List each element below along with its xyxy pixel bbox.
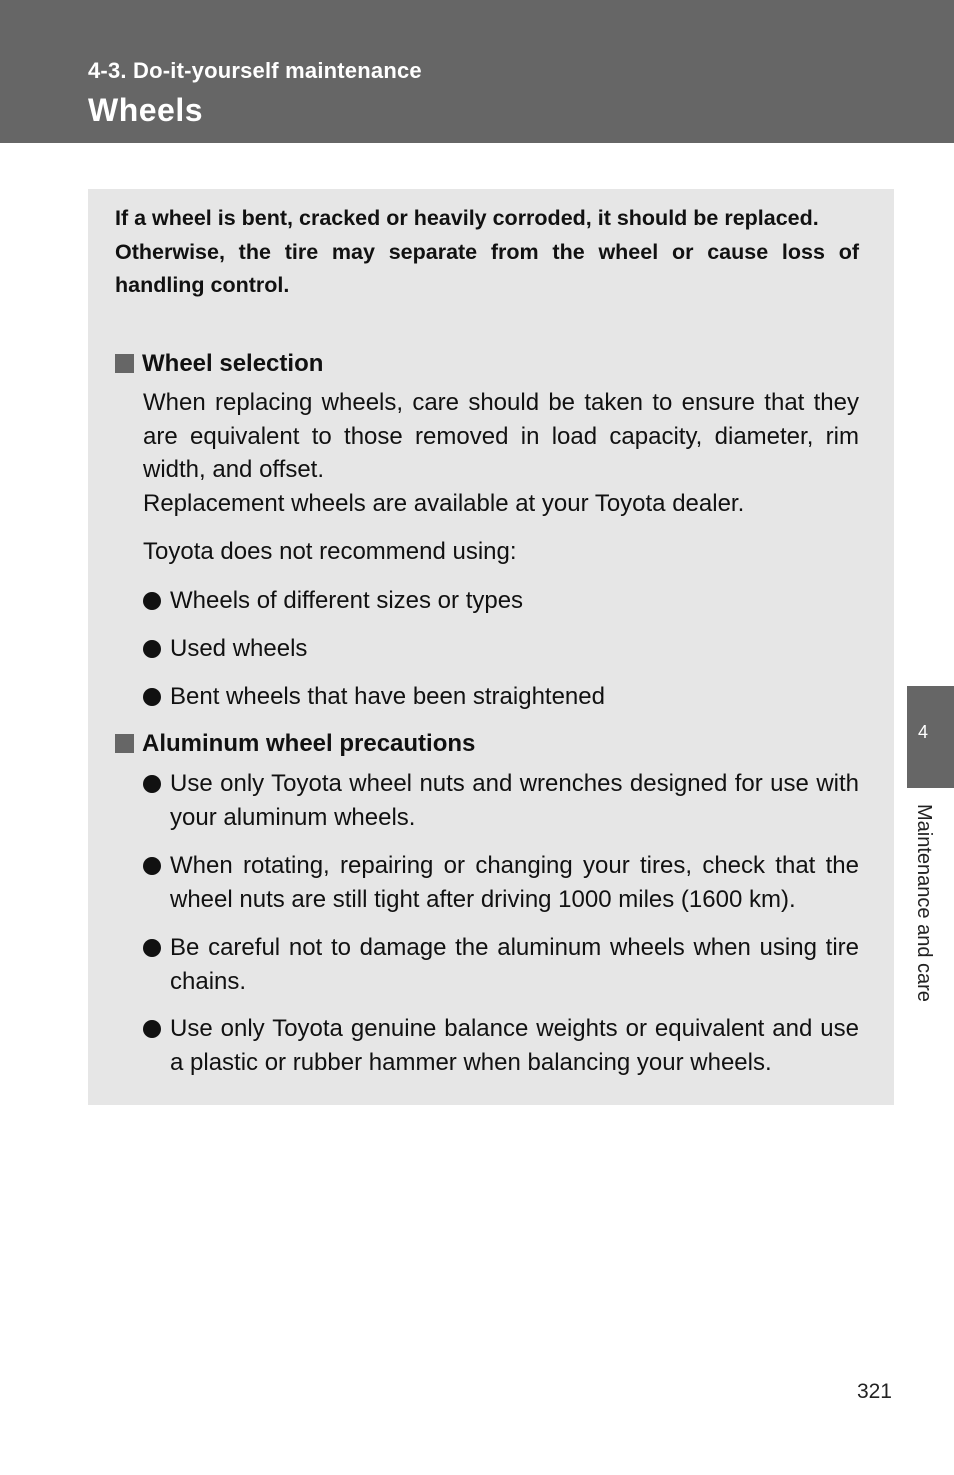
- list-item: [143, 584, 859, 618]
- list-item: [143, 632, 859, 666]
- page-title: Wheels: [88, 92, 204, 128]
- bullet-dot-icon: [143, 939, 161, 957]
- list-item-text: Be careful not to damage the aluminum wheels when using tire chains.: [170, 934, 859, 995]
- list-item: [143, 849, 859, 916]
- page-header: [0, 0, 954, 143]
- list-item-text: Use only Toyota genuine balance weights or equivalent and use a plastic or rubber hammer when balancing your wheels.: [170, 1015, 859, 1076]
- bullet-dot-icon: [143, 688, 161, 706]
- square-bullet-icon: [115, 354, 134, 373]
- chapter-label: Maintenance and care: [913, 804, 935, 1002]
- bullet-dot-icon: [143, 640, 161, 658]
- list-item-text: When rotating, repairing or changing your tires, check that the wheel nuts are still tight after driving 1000 miles (1600 km).: [170, 852, 859, 913]
- list-item: [143, 767, 859, 834]
- list-item-text: Wheels of different sizes or types: [170, 587, 524, 614]
- wheel-selection-paragraph-1: When replacing wheels, care should be taken to ensure that they are equivalent to those removed in load capacity, diameter, rim width, and offset.: [143, 389, 859, 484]
- section-label: 4-3. Do-it-yourself maintenance: [88, 58, 422, 83]
- warning-line-2: Otherwise, the tire may separate from the wheel or cause loss of handling control.: [115, 239, 859, 298]
- list-item-text: Use only Toyota wheel nuts and wrenches designed for use with your aluminum wheels.: [170, 770, 859, 831]
- warning-line-1: If a wheel is bent, cracked or heavily corroded, it should be replaced.: [115, 206, 819, 230]
- list-item: [143, 931, 859, 998]
- bullet-dot-icon: [143, 775, 161, 793]
- list-item-text: Bent wheels that have been straightened: [170, 683, 605, 710]
- square-bullet-icon: [115, 734, 134, 753]
- list-item: [143, 1012, 859, 1079]
- content-box: [88, 189, 894, 1105]
- list-item-text: Used wheels: [170, 635, 308, 662]
- wheel-selection-paragraph-2: Replacement wheels are available at your Toyota dealer.: [143, 490, 745, 517]
- list-item: [143, 680, 859, 714]
- bullet-dot-icon: [143, 1020, 161, 1038]
- aluminum-heading: [115, 729, 475, 759]
- warning-text: [115, 202, 859, 303]
- aluminum-heading-label: Aluminum wheel precautions: [142, 730, 476, 757]
- wheel-selection-heading: [115, 349, 323, 379]
- bullet-dot-icon: [143, 857, 161, 875]
- bullet-dot-icon: [143, 592, 161, 610]
- wheel-selection-heading-label: Wheel selection: [142, 350, 324, 377]
- page-number: 321: [856, 1380, 892, 1403]
- chapter-tab-number: 4: [918, 722, 929, 742]
- wheel-selection-paragraph-3: Toyota does not recommend using:: [143, 538, 517, 565]
- chapter-tab: [907, 686, 954, 788]
